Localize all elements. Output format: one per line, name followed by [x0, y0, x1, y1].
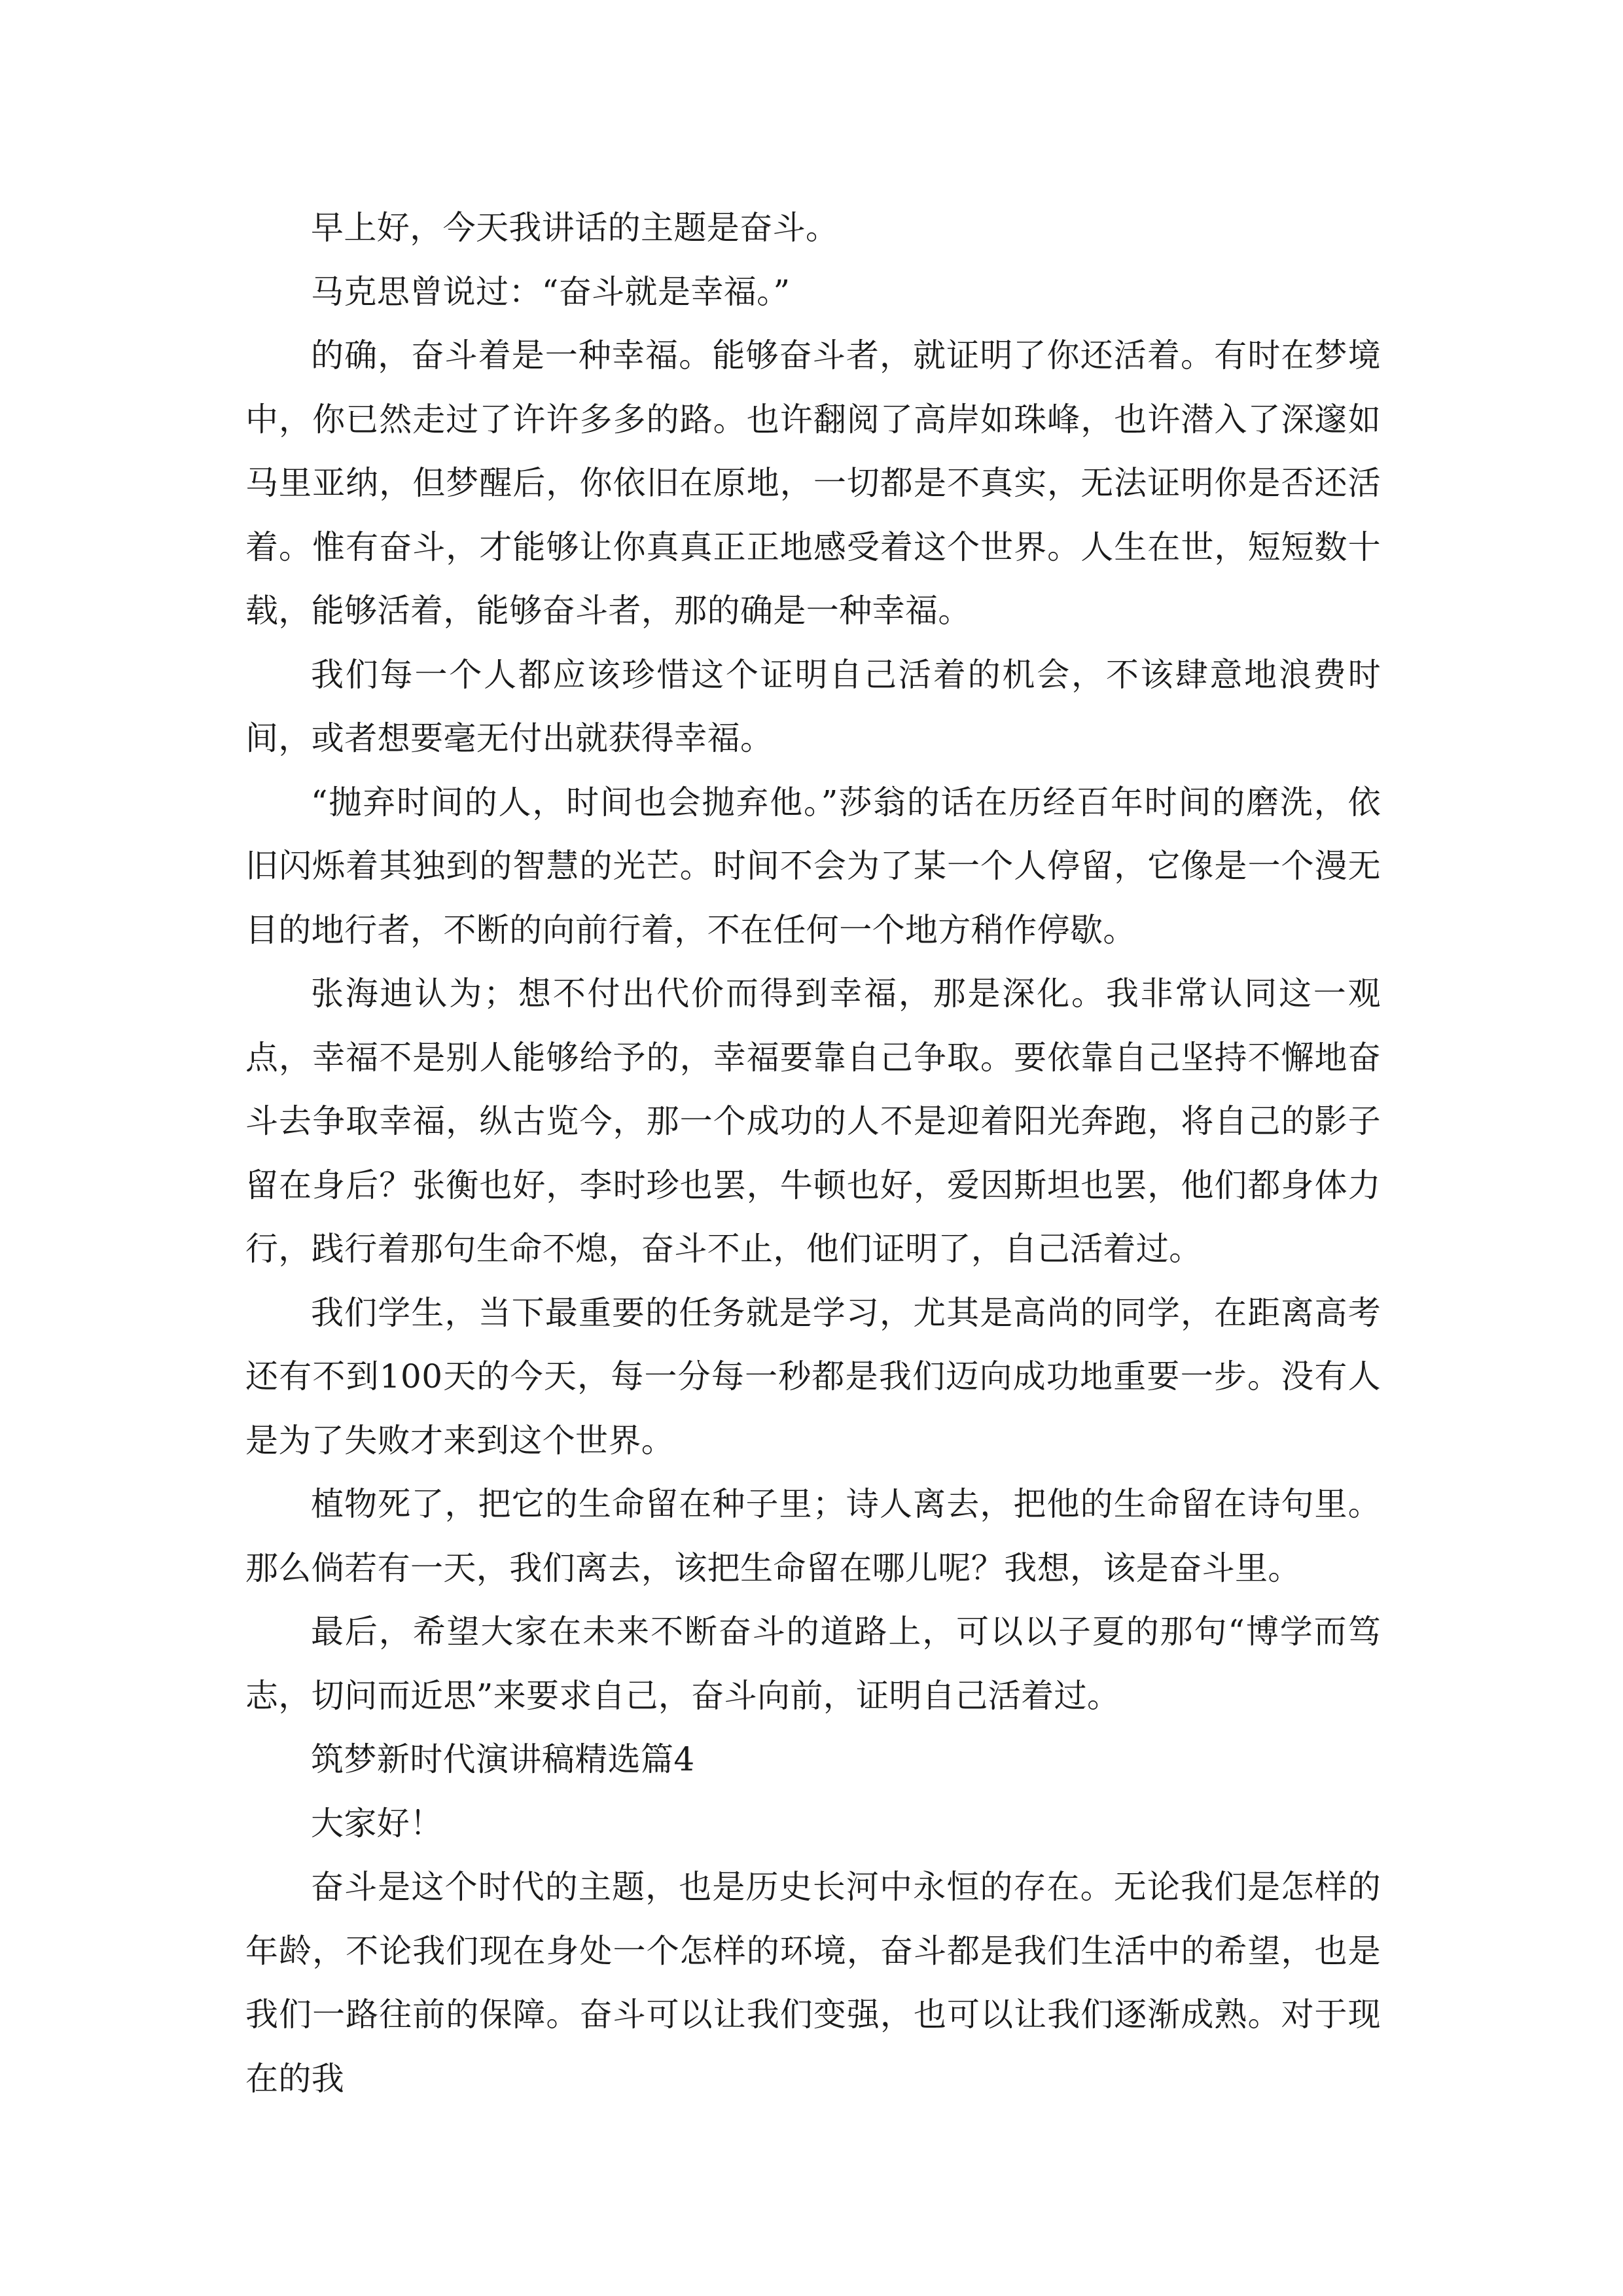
paragraph-greeting: 早上好，今天我讲话的主题是奋斗。 — [311, 209, 839, 247]
paragraph-zhang-haidi: 张海迪认为；想不付出代价而得到幸福，那是深化。我非常认同这一观点，幸福不是别人能够给予的，幸福要靠自己争取。要依靠自己坚持不懈地奋斗去争取幸福，纵古览今，那一个成功的人不是迎着阳光奔跑，将自己的影子留在身后？张衡也好，李时珍也罢，牛顿也好，爱因斯坦也罢，他们都身体力行，践行着那句生命不熄，奋斗不止，他们证明了，自己活着过。 — [245, 975, 1381, 1268]
paragraph-marx-quote: 马克思曾说过：“奋斗就是幸福。” — [311, 272, 791, 311]
section-heading: 筑梦新时代演讲稿精选篇4 — [311, 1740, 695, 1778]
paragraph-shakespeare-quote: “抛弃时间的人，时间也会抛弃他。”莎翁的话在历经百年时间的磨洗，依旧闪烁着其独到的智慧的光芒。时间不会为了某一个人停留，它像是一个漫无目的地行者，不断的向前行着，不在任何一个地方稍作停歇。 — [245, 783, 1381, 949]
paragraph-closing: 最后，希望大家在未来不断奋斗的道路上，可以以子夏的那句“博学而笃志，切问而近思”来要求自己，奋斗向前，证明自己活着过。 — [245, 1613, 1381, 1715]
paragraph-students: 我们学生，当下最重要的任务就是学习，尤其是高尚的同学，在距离高考还有不到100天的今天，每一分每一秒都是我们迈向成功地重要一步。没有人是为了失败才来到这个世界。 — [245, 1293, 1381, 1460]
paragraph-salutation: 大家好！ — [311, 1804, 443, 1842]
paragraph-struggle-happiness: 的确，奋斗着是一种幸福。能够奋斗者，就证明了你还活着。有时在梦境中，你已然走过了许许多多的路。也许翻阅了高岸如珠峰，也许潜入了深邃如马里亚纳，但梦醒后，你依旧在原地，一切都是不真实，无法证明你是否还活着。惟有奋斗，才能够让你真真正正地感受着这个世界。人生在世，短短数十载，能够活着，能够奋斗者，那的确是一种幸福。 — [245, 336, 1381, 630]
paragraph-plants-poets: 植物死了，把它的生命留在种子里；诗人离去，把他的生命留在诗句里。那么倘若有一天，我们离去，该把生命留在哪儿呢？我想，该是奋斗里。 — [245, 1485, 1381, 1587]
document-body — [245, 196, 1381, 2111]
paragraph-cherish-chance: 我们每一个人都应该珍惜这个证明自己活着的机会，不该肆意地浪费时间，或者想要毫无付出就获得幸福。 — [245, 655, 1381, 757]
paragraph-era-theme: 奋斗是这个时代的主题，也是历史长河中永恒的存在。无论我们是怎样的年龄，不论我们现在身处一个怎样的环境，奋斗都是我们生活中的希望，也是我们一路往前的保障。奋斗可以让我们变强，也可以让我们逐渐成熟。对于现在的我 — [245, 1868, 1381, 2098]
